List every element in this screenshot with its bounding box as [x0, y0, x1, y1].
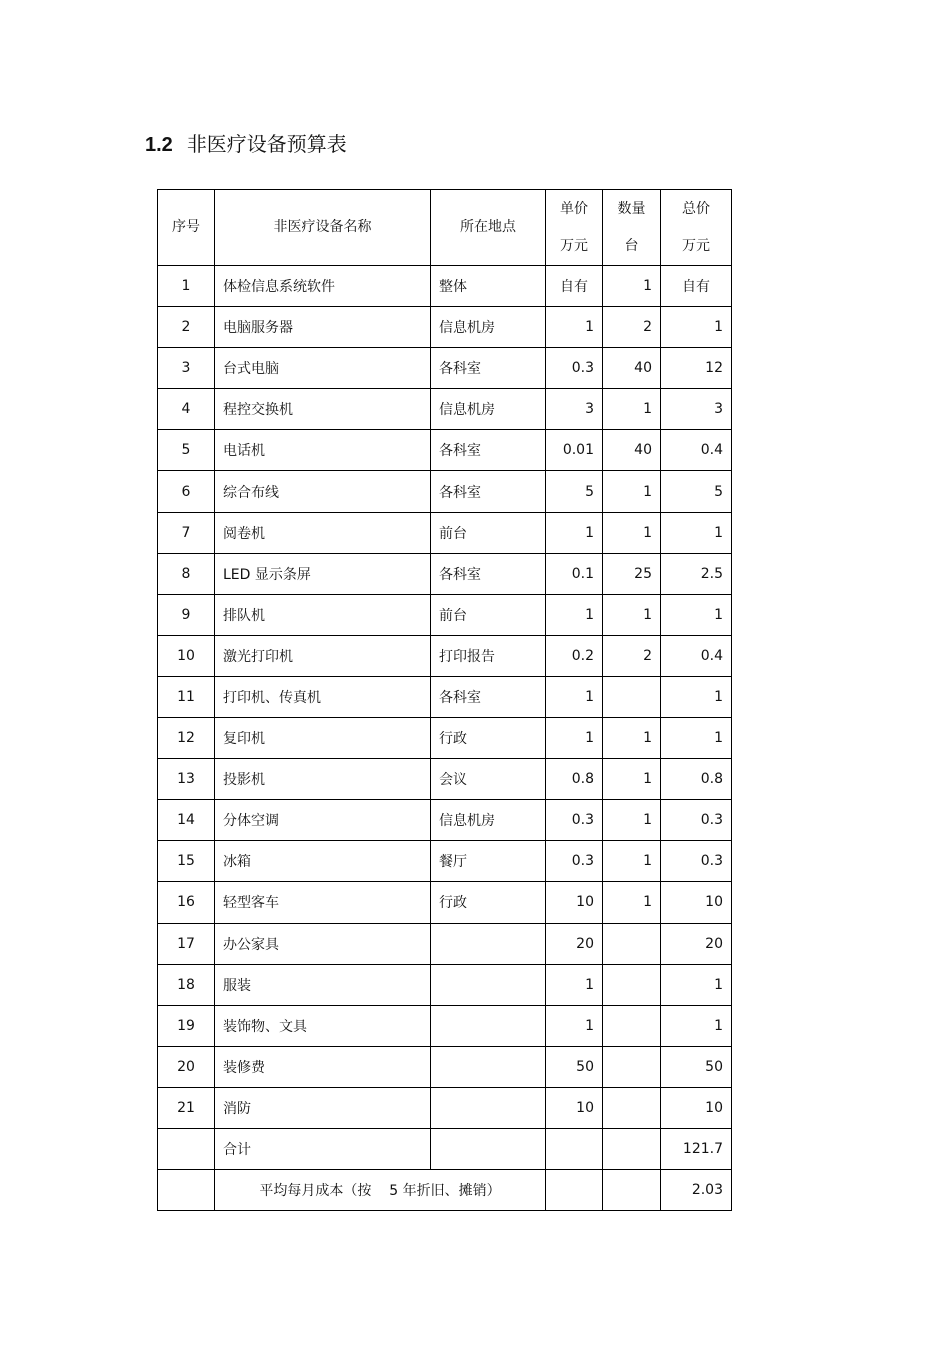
- cell-total: 2.5: [661, 553, 732, 594]
- cell-name: 分体空调: [215, 800, 431, 841]
- table-row: [158, 841, 732, 882]
- cell-index: 10: [158, 635, 215, 676]
- cell-index: 7: [158, 512, 215, 553]
- cell-quantity: 1: [603, 800, 661, 841]
- header-total: [661, 190, 732, 266]
- table-row: [158, 512, 732, 553]
- table-row: [158, 1087, 732, 1128]
- cell-total: 12: [661, 348, 732, 389]
- header-name: 非医疗设备名称: [215, 190, 431, 266]
- cell-total: 10: [661, 882, 732, 923]
- cell-quantity: 40: [603, 430, 661, 471]
- cell-location: [431, 964, 546, 1005]
- cell-total: 1: [661, 718, 732, 759]
- cell-location: 餐厅: [431, 841, 546, 882]
- monthly-cost-row: [158, 1170, 732, 1211]
- cell-empty: [603, 1170, 661, 1211]
- cell-name: 电脑服务器: [215, 307, 431, 348]
- cell-total: 0.8: [661, 759, 732, 800]
- table-row: [158, 923, 732, 964]
- cell-index: 2: [158, 307, 215, 348]
- cell-unit-price: 0.8: [546, 759, 603, 800]
- cell-index: 8: [158, 553, 215, 594]
- cell-name: 冰箱: [215, 841, 431, 882]
- table-row: [158, 718, 732, 759]
- cell-unit-price: 50: [546, 1046, 603, 1087]
- cell-location: 信息机房: [431, 307, 546, 348]
- cell-total: 自有: [661, 266, 732, 307]
- cell-unit-price: 1: [546, 964, 603, 1005]
- header-total-unit: 万元: [682, 237, 710, 254]
- cell-name: LED 显示条屏: [215, 553, 431, 594]
- cell-name: 阅卷机: [215, 512, 431, 553]
- cell-index: 4: [158, 389, 215, 430]
- cell-index: 19: [158, 1005, 215, 1046]
- cell-total: 5: [661, 471, 732, 512]
- table-row: [158, 430, 732, 471]
- cell-unit-price: 1: [546, 512, 603, 553]
- cell-quantity: 1: [603, 718, 661, 759]
- cell-quantity: 40: [603, 348, 661, 389]
- cell-name: 激光打印机: [215, 635, 431, 676]
- table-row: [158, 307, 732, 348]
- cell-name: 投影机: [215, 759, 431, 800]
- cell-name: 台式电脑: [215, 348, 431, 389]
- cell-name: 轻型客车: [215, 882, 431, 923]
- cell-location: 行政: [431, 718, 546, 759]
- cell-quantity: 1: [603, 471, 661, 512]
- cell-unit-price: 1: [546, 676, 603, 717]
- cell-location: 整体: [431, 266, 546, 307]
- equipment-budget-table: [157, 189, 732, 1211]
- cell-unit-price: 0.3: [546, 841, 603, 882]
- cell-unit-price: 1: [546, 307, 603, 348]
- cell-total: 1: [661, 307, 732, 348]
- cell-name: 装饰物、文具: [215, 1005, 431, 1046]
- cell-quantity: 1: [603, 882, 661, 923]
- cell-unit-price: 20: [546, 923, 603, 964]
- cell-index: 20: [158, 1046, 215, 1087]
- cell-empty: [546, 1170, 603, 1211]
- cell-location: [431, 923, 546, 964]
- cell-location: 各科室: [431, 430, 546, 471]
- table-header-row: [158, 190, 732, 266]
- cell-location: 前台: [431, 594, 546, 635]
- table-row: [158, 635, 732, 676]
- header-quantity-label: 数量: [617, 200, 646, 217]
- cell-total: 1: [661, 594, 732, 635]
- header-total-label: 总价: [682, 200, 710, 217]
- cell-location: 各科室: [431, 348, 546, 389]
- cell-unit-price: 0.2: [546, 635, 603, 676]
- cell-quantity: [603, 676, 661, 717]
- cell-quantity: [603, 923, 661, 964]
- section-title: 非医疗设备预算表: [186, 132, 347, 156]
- table-row: [158, 759, 732, 800]
- cell-empty: [431, 1128, 546, 1169]
- table-row: [158, 1046, 732, 1087]
- cell-index: 13: [158, 759, 215, 800]
- cell-name: 电话机: [215, 430, 431, 471]
- cell-unit-price: 1: [546, 1005, 603, 1046]
- cell-name: 消防: [215, 1087, 431, 1128]
- cell-index: 11: [158, 676, 215, 717]
- cell-name: 体检信息系统软件: [215, 266, 431, 307]
- header-location: 所在地点: [431, 190, 546, 266]
- table-row: [158, 553, 732, 594]
- cell-name: 复印机: [215, 718, 431, 759]
- section-heading: [145, 128, 347, 157]
- cell-index: 12: [158, 718, 215, 759]
- subtotal-row: [158, 1128, 732, 1169]
- table-row: [158, 348, 732, 389]
- cell-total: 1: [661, 676, 732, 717]
- cell-index: 5: [158, 430, 215, 471]
- table-row: [158, 1005, 732, 1046]
- table-row: [158, 964, 732, 1005]
- cell-location: 各科室: [431, 553, 546, 594]
- table-row: [158, 676, 732, 717]
- cell-name: 装修费: [215, 1046, 431, 1087]
- header-unit-price: [546, 190, 603, 266]
- cell-name: 综合布线: [215, 471, 431, 512]
- cell-quantity: [603, 1005, 661, 1046]
- cell-quantity: [603, 1046, 661, 1087]
- cell-total: 10: [661, 1087, 732, 1128]
- cell-unit-price: 10: [546, 882, 603, 923]
- cell-total: 0.3: [661, 800, 732, 841]
- cell-name: 排队机: [215, 594, 431, 635]
- cell-total: 3: [661, 389, 732, 430]
- table-row: [158, 594, 732, 635]
- cell-unit-price: 0.01: [546, 430, 603, 471]
- cell-total: 0.4: [661, 430, 732, 471]
- cell-quantity: 25: [603, 553, 661, 594]
- cell-quantity: 1: [603, 594, 661, 635]
- cell-empty: [158, 1170, 215, 1211]
- cell-unit-price: 1: [546, 594, 603, 635]
- cell-index: 9: [158, 594, 215, 635]
- header-index: 序号: [158, 190, 215, 266]
- cell-quantity: 1: [603, 841, 661, 882]
- cell-name: 程控交换机: [215, 389, 431, 430]
- cell-location: 信息机房: [431, 389, 546, 430]
- cell-total: 1: [661, 512, 732, 553]
- cell-total: 1: [661, 1005, 732, 1046]
- cell-index: 14: [158, 800, 215, 841]
- table-row: [158, 882, 732, 923]
- cell-unit-price: 3: [546, 389, 603, 430]
- cell-quantity: [603, 1087, 661, 1128]
- cell-location: 打印报告: [431, 635, 546, 676]
- table-row: [158, 389, 732, 430]
- cell-location: 会议: [431, 759, 546, 800]
- cell-unit-price: 5: [546, 471, 603, 512]
- cell-unit-price: 自有: [546, 266, 603, 307]
- cell-index: 17: [158, 923, 215, 964]
- subtotal-value: 121.7: [661, 1128, 732, 1169]
- cell-location: 前台: [431, 512, 546, 553]
- cell-unit-price: 10: [546, 1087, 603, 1128]
- cell-total: 0.3: [661, 841, 732, 882]
- subtotal-label: 合计: [215, 1128, 431, 1169]
- cell-unit-price: 0.3: [546, 348, 603, 389]
- cell-index: 3: [158, 348, 215, 389]
- cell-quantity: 1: [603, 266, 661, 307]
- cell-name: 办公家具: [215, 923, 431, 964]
- cell-name: 打印机、传真机: [215, 676, 431, 717]
- header-quantity-unit: 台: [624, 237, 639, 254]
- cell-quantity: 2: [603, 635, 661, 676]
- cell-unit-price: 0.3: [546, 800, 603, 841]
- cell-location: [431, 1005, 546, 1046]
- monthly-cost-value: 2.03: [661, 1170, 732, 1211]
- table-row: [158, 800, 732, 841]
- cell-index: 1: [158, 266, 215, 307]
- cell-total: 50: [661, 1046, 732, 1087]
- cell-quantity: [603, 964, 661, 1005]
- cell-name: 服装: [215, 964, 431, 1005]
- cell-empty: [603, 1128, 661, 1169]
- section-number: 1.2: [145, 134, 173, 156]
- cell-unit-price: 1: [546, 718, 603, 759]
- cell-total: 20: [661, 923, 732, 964]
- cell-location: 行政: [431, 882, 546, 923]
- cell-total: 1: [661, 964, 732, 1005]
- cell-empty: [158, 1128, 215, 1169]
- header-unit-price-unit: 万元: [560, 237, 588, 254]
- cell-index: 16: [158, 882, 215, 923]
- cell-quantity: 1: [603, 389, 661, 430]
- cell-quantity: 1: [603, 512, 661, 553]
- table-row: [158, 266, 732, 307]
- cell-empty: [546, 1128, 603, 1169]
- monthly-cost-label: 平均每月成本（按 5 年折旧、摊销）: [215, 1170, 546, 1211]
- cell-location: 各科室: [431, 471, 546, 512]
- cell-index: 21: [158, 1087, 215, 1128]
- cell-index: 15: [158, 841, 215, 882]
- cell-index: 18: [158, 964, 215, 1005]
- cell-location: [431, 1087, 546, 1128]
- cell-location: [431, 1046, 546, 1087]
- header-quantity: [603, 190, 661, 266]
- cell-quantity: 1: [603, 759, 661, 800]
- cell-total: 0.4: [661, 635, 732, 676]
- cell-location: 各科室: [431, 676, 546, 717]
- header-unit-price-label: 单价: [560, 200, 588, 217]
- cell-index: 6: [158, 471, 215, 512]
- cell-quantity: 2: [603, 307, 661, 348]
- table-row: [158, 471, 732, 512]
- cell-unit-price: 0.1: [546, 553, 603, 594]
- cell-location: 信息机房: [431, 800, 546, 841]
